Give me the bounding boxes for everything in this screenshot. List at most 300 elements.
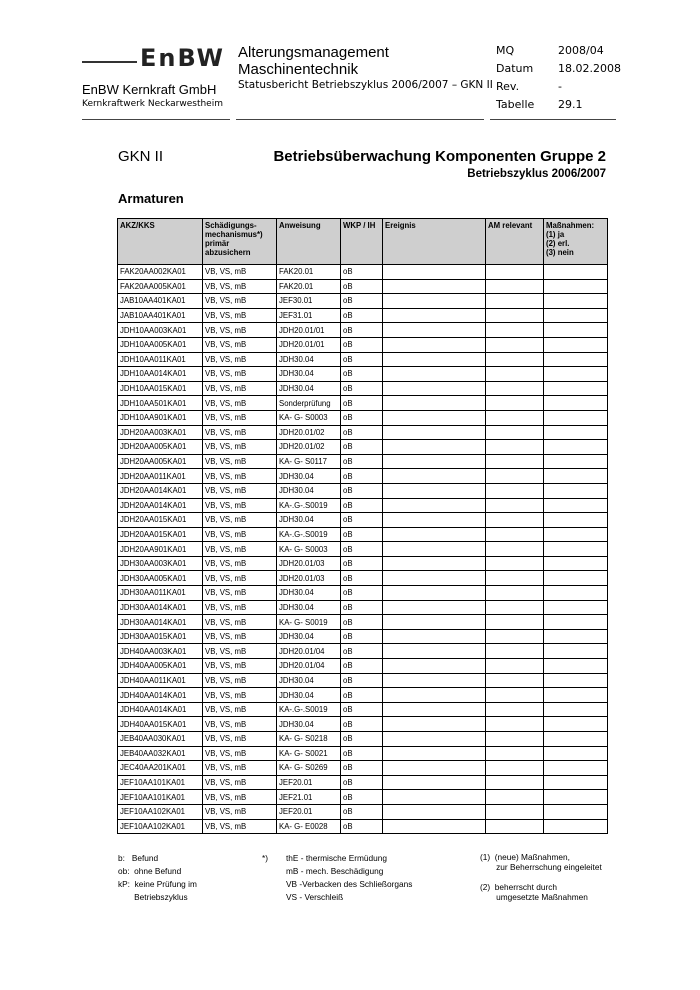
col-akz-kks-cell: JDH10AA015KA01: [118, 381, 203, 396]
col-wkp-ih-cell: oB: [341, 294, 383, 309]
col-anweisung-header: Anweisung: [277, 219, 341, 265]
col-akz-kks-cell: JDH40AA014KA01: [118, 688, 203, 703]
table-row: [118, 702, 608, 717]
col-ereignis-cell: [383, 644, 486, 659]
table-row: [118, 600, 608, 615]
legend-measures: [480, 852, 602, 902]
header-rule-left: [82, 119, 230, 120]
table-row: [118, 454, 608, 469]
col-am-relevant-cell: [486, 702, 544, 717]
col-anweisung-cell: JDH30.04: [277, 513, 341, 528]
col-am-relevant-cell: [486, 819, 544, 834]
meta-value-rev: -: [558, 80, 562, 93]
col-ereignis-cell: [383, 440, 486, 455]
col-wkp-ih-cell: oB: [341, 323, 383, 338]
col-akz-kks-cell: JDH20AA901KA01: [118, 542, 203, 557]
col-am-relevant-cell: [486, 571, 544, 586]
col-ereignis-cell: [383, 454, 486, 469]
col-massnahmen-cell: [544, 702, 608, 717]
meta-value-mq: 2008/04: [558, 44, 604, 57]
col-mechanism-cell: VB, VS, mB: [203, 542, 277, 557]
col-massnahmen-cell: [544, 775, 608, 790]
col-akz-kks-cell: JDH30AA005KA01: [118, 571, 203, 586]
col-am-relevant-cell: [486, 498, 544, 513]
col-am-relevant-cell: [486, 410, 544, 425]
col-anweisung-cell: JDH30.04: [277, 469, 341, 484]
table-row: [118, 761, 608, 776]
col-massnahmen-cell: [544, 323, 608, 338]
col-anweisung-cell: JDH30.04: [277, 673, 341, 688]
col-ereignis-cell: [383, 498, 486, 513]
col-akz-kks-cell: JEF10AA102KA01: [118, 819, 203, 834]
col-mechanism-cell: VB, VS, mB: [203, 352, 277, 367]
col-wkp-ih-cell: oB: [341, 337, 383, 352]
col-am-relevant-cell: [486, 600, 544, 615]
col-am-relevant-cell: [486, 308, 544, 323]
col-anweisung-cell: JDH30.04: [277, 586, 341, 601]
col-am-relevant-cell: [486, 629, 544, 644]
col-am-relevant-cell: [486, 396, 544, 411]
col-wkp-ih-cell: oB: [341, 615, 383, 630]
col-akz-kks-cell: JDH20AA015KA01: [118, 513, 203, 528]
col-mechanism-cell: VB, VS, mB: [203, 688, 277, 703]
col-anweisung-cell: KA-.G-.S0019: [277, 498, 341, 513]
col-massnahmen-cell: [544, 454, 608, 469]
col-wkp-ih-cell: oB: [341, 586, 383, 601]
col-wkp-ih-cell: oB: [341, 571, 383, 586]
col-ereignis-cell: [383, 352, 486, 367]
col-akz-kks-cell: JDH20AA015KA01: [118, 527, 203, 542]
table-row: [118, 571, 608, 586]
section-title: Armaturen: [118, 191, 184, 206]
col-anweisung-cell: JDH20.01/03: [277, 556, 341, 571]
col-mechanism-cell: VB, VS, mB: [203, 717, 277, 732]
legend-mechanism-line: VS - Verschleiß: [286, 892, 344, 902]
col-wkp-ih-cell: oB: [341, 440, 383, 455]
col-am-relevant-cell: [486, 732, 544, 747]
unit-label: GKN II: [118, 148, 164, 165]
col-massnahmen-cell: [544, 294, 608, 309]
col-anweisung-cell: JDH30.04: [277, 352, 341, 367]
page-title: Betriebsüberwachung Komponenten Gruppe 2: [273, 148, 606, 165]
col-mechanism-cell: VB, VS, mB: [203, 586, 277, 601]
col-wkp-ih-cell: oB: [341, 556, 383, 571]
legend-mechanism-line: VB -Verbacken des Schließorgans: [286, 879, 413, 889]
col-anweisung-cell: JDH30.04: [277, 688, 341, 703]
col-am-relevant-cell: [486, 323, 544, 338]
col-am-relevant-cell: [486, 381, 544, 396]
col-am-relevant-cell: [486, 425, 544, 440]
col-wkp-ih-cell: oB: [341, 819, 383, 834]
col-mechanism-cell: VB, VS, mB: [203, 308, 277, 323]
col-massnahmen-cell: [544, 600, 608, 615]
col-massnahmen-cell: [544, 717, 608, 732]
col-am-relevant-cell: [486, 483, 544, 498]
col-am-relevant-cell: [486, 586, 544, 601]
col-mechanism-cell: VB, VS, mB: [203, 425, 277, 440]
col-akz-kks-cell: FAK20AA002KA01: [118, 265, 203, 280]
col-massnahmen-cell: [544, 659, 608, 674]
col-anweisung-cell: KA- G- S0218: [277, 732, 341, 747]
col-akz-kks-cell: JDH30AA003KA01: [118, 556, 203, 571]
col-massnahmen-cell: [544, 396, 608, 411]
table-row: [118, 352, 608, 367]
meta-label-tabelle: Tabelle: [496, 98, 535, 111]
col-wkp-ih-cell: oB: [341, 425, 383, 440]
col-wkp-ih-header: WKP / IH: [341, 219, 383, 265]
col-mechanism-cell: VB, VS, mB: [203, 761, 277, 776]
col-mechanism-cell: VB, VS, mB: [203, 381, 277, 396]
col-akz-kks-cell: JDH40AA015KA01: [118, 717, 203, 732]
col-ereignis-cell: [383, 542, 486, 557]
meta-label-rev: Rev.: [496, 80, 520, 93]
legend-status: [118, 852, 197, 904]
col-akz-kks-cell: JDH40AA011KA01: [118, 673, 203, 688]
col-am-relevant-cell: [486, 265, 544, 280]
table-row: [118, 586, 608, 601]
col-akz-kks-cell: FAK20AA005KA01: [118, 279, 203, 294]
table-row: [118, 746, 608, 761]
col-massnahmen-cell: [544, 440, 608, 455]
col-ereignis-cell: [383, 746, 486, 761]
col-akz-kks-cell: JDH10AA901KA01: [118, 410, 203, 425]
col-massnahmen-cell: [544, 279, 608, 294]
doc-subtitle: Statusbericht Betriebszyklus 2006/2007 – GKN II: [238, 79, 493, 91]
col-anweisung-cell: JEF20.01: [277, 775, 341, 790]
col-anweisung-cell: KA- G- E0028: [277, 819, 341, 834]
col-anweisung-cell: KA- G- S0021: [277, 746, 341, 761]
col-am-relevant-cell: [486, 775, 544, 790]
col-wkp-ih-cell: oB: [341, 804, 383, 819]
col-mechanism-cell: VB, VS, mB: [203, 746, 277, 761]
col-ereignis-cell: [383, 527, 486, 542]
col-ereignis-cell: [383, 615, 486, 630]
doc-title-line1: Alterungsmanagement: [238, 44, 389, 61]
legend-measure-line: umgesetzte Maßnahmen: [480, 892, 588, 902]
table-row: [118, 294, 608, 309]
col-am-relevant-cell: [486, 337, 544, 352]
col-anweisung-cell: JDH30.04: [277, 717, 341, 732]
col-am-relevant-cell: [486, 513, 544, 528]
col-anweisung-cell: KA- G- S0019: [277, 615, 341, 630]
col-anweisung-cell: JEF21.01: [277, 790, 341, 805]
col-wkp-ih-cell: oB: [341, 396, 383, 411]
col-mechanism-cell: VB, VS, mB: [203, 483, 277, 498]
col-wkp-ih-cell: oB: [341, 527, 383, 542]
col-ereignis-cell: [383, 732, 486, 747]
col-ereignis-cell: [383, 586, 486, 601]
col-mechanism-cell: VB, VS, mB: [203, 556, 277, 571]
col-wkp-ih-cell: oB: [341, 469, 383, 484]
col-ereignis-cell: [383, 819, 486, 834]
col-akz-kks-cell: JDH40AA003KA01: [118, 644, 203, 659]
col-massnahmen-cell: [544, 790, 608, 805]
col-mechanism-cell: VB, VS, mB: [203, 527, 277, 542]
table-row: [118, 381, 608, 396]
col-wkp-ih-cell: oB: [341, 644, 383, 659]
col-akz-kks-cell: JEC40AA201KA01: [118, 761, 203, 776]
col-wkp-ih-cell: oB: [341, 279, 383, 294]
col-mechanism-cell: VB, VS, mB: [203, 498, 277, 513]
table-row: [118, 615, 608, 630]
col-wkp-ih-cell: oB: [341, 308, 383, 323]
col-massnahmen-cell: [544, 571, 608, 586]
col-mechanism-cell: VB, VS, mB: [203, 804, 277, 819]
col-wkp-ih-cell: oB: [341, 629, 383, 644]
col-massnahmen-cell: [544, 761, 608, 776]
col-am-relevant-cell: [486, 440, 544, 455]
col-wkp-ih-cell: oB: [341, 702, 383, 717]
table-row: [118, 483, 608, 498]
col-massnahmen-header: Maßnahmen: (1) ja (2) erl. (3) nein: [544, 219, 608, 265]
col-anweisung-cell: Sonderprüfung: [277, 396, 341, 411]
col-anweisung-cell: JDH20.01/01: [277, 323, 341, 338]
col-akz-kks-cell: JDH10AA005KA01: [118, 337, 203, 352]
col-massnahmen-cell: [544, 673, 608, 688]
col-wkp-ih-cell: oB: [341, 513, 383, 528]
table-row: [118, 804, 608, 819]
col-anweisung-cell: JDH30.04: [277, 600, 341, 615]
col-am-relevant-cell: [486, 527, 544, 542]
col-anweisung-cell: JDH30.04: [277, 381, 341, 396]
legend-measure-line: [480, 872, 602, 882]
col-am-relevant-cell: [486, 804, 544, 819]
col-mechanism-cell: VB, VS, mB: [203, 469, 277, 484]
table-row: [118, 659, 608, 674]
col-mechanism-cell: VB, VS, mB: [203, 396, 277, 411]
col-anweisung-cell: KA- G- S0003: [277, 410, 341, 425]
col-wkp-ih-cell: oB: [341, 454, 383, 469]
col-anweisung-cell: FAK20.01: [277, 265, 341, 280]
col-akz-kks-cell: JEB40AA032KA01: [118, 746, 203, 761]
doc-title-line2: Maschinentechnik: [238, 61, 359, 78]
col-anweisung-cell: JDH30.04: [277, 367, 341, 382]
col-anweisung-cell: JDH20.01/01: [277, 337, 341, 352]
col-akz-kks-cell: JDH10AA501KA01: [118, 396, 203, 411]
col-ereignis-cell: [383, 279, 486, 294]
enbw-logo: EnBW: [140, 44, 225, 72]
table-row: [118, 498, 608, 513]
armaturen-table: [117, 218, 608, 834]
col-ereignis-cell: [383, 381, 486, 396]
legend-measure-line: (1) (neue) Maßnahmen,: [480, 852, 570, 862]
col-ereignis-cell: [383, 308, 486, 323]
col-mechanism-cell: VB, VS, mB: [203, 294, 277, 309]
col-anweisung-cell: KA- G- S0269: [277, 761, 341, 776]
col-mechanism-cell: VB, VS, mB: [203, 571, 277, 586]
col-massnahmen-cell: [544, 629, 608, 644]
col-massnahmen-cell: [544, 804, 608, 819]
col-massnahmen-cell: [544, 352, 608, 367]
col-ereignis-cell: [383, 702, 486, 717]
col-mechanism-cell: VB, VS, mB: [203, 265, 277, 280]
table-row: [118, 775, 608, 790]
col-wkp-ih-cell: oB: [341, 367, 383, 382]
table-row: [118, 337, 608, 352]
col-anweisung-cell: JDH20.01/02: [277, 440, 341, 455]
table-row: [118, 469, 608, 484]
col-ereignis-cell: [383, 775, 486, 790]
col-mechanism-cell: VB, VS, mB: [203, 732, 277, 747]
col-ereignis-cell: [383, 425, 486, 440]
table-row: [118, 717, 608, 732]
table-row: [118, 396, 608, 411]
col-massnahmen-cell: [544, 542, 608, 557]
col-am-relevant-cell: [486, 673, 544, 688]
col-ereignis-cell: [383, 513, 486, 528]
col-akz-kks-cell: JEF10AA101KA01: [118, 790, 203, 805]
table-row: [118, 323, 608, 338]
col-anweisung-cell: JEF31.01: [277, 308, 341, 323]
col-ereignis-cell: [383, 790, 486, 805]
col-wkp-ih-cell: oB: [341, 790, 383, 805]
col-massnahmen-cell: [544, 498, 608, 513]
col-ereignis-cell: [383, 673, 486, 688]
table-row: [118, 688, 608, 703]
table-row: [118, 410, 608, 425]
col-akz-kks-cell: JDH30AA011KA01: [118, 586, 203, 601]
table-row: [118, 527, 608, 542]
col-anweisung-cell: JDH20.01/03: [277, 571, 341, 586]
table-row: [118, 265, 608, 280]
col-akz-kks-cell: JEB40AA030KA01: [118, 732, 203, 747]
col-mechanism-header: Schädigungs- mechanismus*) primär abzusichern: [203, 219, 277, 265]
col-akz-kks-cell: JDH20AA014KA01: [118, 498, 203, 513]
col-akz-kks-cell: JDH10AA003KA01: [118, 323, 203, 338]
col-anweisung-cell: JDH20.01/04: [277, 644, 341, 659]
col-massnahmen-cell: [544, 819, 608, 834]
col-akz-kks-cell: JAB10AA401KA01: [118, 308, 203, 323]
col-mechanism-cell: VB, VS, mB: [203, 337, 277, 352]
col-wkp-ih-cell: oB: [341, 761, 383, 776]
col-massnahmen-cell: [544, 688, 608, 703]
legend-mechanism-line: thE - thermische Ermüdung: [286, 853, 387, 863]
col-am-relevant-cell: [486, 556, 544, 571]
col-mechanism-cell: VB, VS, mB: [203, 673, 277, 688]
col-anweisung-cell: KA-.G-.S0019: [277, 702, 341, 717]
col-massnahmen-cell: [544, 367, 608, 382]
col-wkp-ih-cell: oB: [341, 600, 383, 615]
col-ereignis-cell: [383, 294, 486, 309]
col-mechanism-cell: VB, VS, mB: [203, 775, 277, 790]
logo-line: [82, 61, 137, 63]
col-akz-kks-cell: JEF10AA101KA01: [118, 775, 203, 790]
meta-value-tabelle: 29.1: [558, 98, 583, 111]
col-ereignis-cell: [383, 265, 486, 280]
col-mechanism-cell: VB, VS, mB: [203, 659, 277, 674]
col-ereignis-cell: [383, 659, 486, 674]
table-row: [118, 556, 608, 571]
col-ereignis-cell: [383, 571, 486, 586]
table-row: [118, 644, 608, 659]
col-anweisung-cell: FAK20.01: [277, 279, 341, 294]
header-rule-mid: [236, 119, 484, 120]
site-name: Kernkraftwerk Neckarwestheim: [82, 99, 223, 109]
col-mechanism-cell: VB, VS, mB: [203, 513, 277, 528]
legend-status-line: kP: keine Prüfung im: [118, 879, 197, 889]
col-akz-kks-cell: JDH20AA011KA01: [118, 469, 203, 484]
col-mechanism-cell: VB, VS, mB: [203, 790, 277, 805]
col-akz-kks-cell: JDH20AA005KA01: [118, 454, 203, 469]
col-akz-kks-cell: JDH10AA014KA01: [118, 367, 203, 382]
col-akz-kks-cell: JDH20AA005KA01: [118, 440, 203, 455]
col-wkp-ih-cell: oB: [341, 410, 383, 425]
col-am-relevant-cell: [486, 615, 544, 630]
col-massnahmen-cell: [544, 732, 608, 747]
col-wkp-ih-cell: oB: [341, 381, 383, 396]
col-mechanism-cell: VB, VS, mB: [203, 367, 277, 382]
table-row: [118, 308, 608, 323]
col-akz-kks-cell: JDH20AA014KA01: [118, 483, 203, 498]
col-ereignis-cell: [383, 629, 486, 644]
col-am-relevant-header: AM relevant: [486, 219, 544, 265]
col-akz-kks-cell: JEF10AA102KA01: [118, 804, 203, 819]
meta-label-mq: MQ: [496, 44, 515, 57]
col-wkp-ih-cell: oB: [341, 732, 383, 747]
legend-measure-line: zur Beherrschung eingeleitet: [480, 862, 602, 872]
col-mechanism-cell: VB, VS, mB: [203, 454, 277, 469]
col-wkp-ih-cell: oB: [341, 265, 383, 280]
col-massnahmen-cell: [544, 410, 608, 425]
meta-label-datum: Datum: [496, 62, 534, 75]
col-ereignis-cell: [383, 483, 486, 498]
col-akz-kks-cell: JDH30AA014KA01: [118, 600, 203, 615]
col-akz-kks-cell: JAB10AA401KA01: [118, 294, 203, 309]
col-mechanism-cell: VB, VS, mB: [203, 629, 277, 644]
legend-measure-line: (2) beherrscht durch: [480, 882, 558, 892]
col-am-relevant-cell: [486, 659, 544, 674]
col-mechanism-cell: VB, VS, mB: [203, 819, 277, 834]
col-ereignis-cell: [383, 323, 486, 338]
col-ereignis-cell: [383, 396, 486, 411]
meta-value-datum: 18.02.2008: [558, 62, 621, 75]
legend-marker: *): [262, 853, 268, 863]
table-row: [118, 790, 608, 805]
col-ereignis-cell: [383, 688, 486, 703]
table-body: [118, 265, 608, 834]
col-ereignis-cell: [383, 337, 486, 352]
col-anweisung-cell: KA-.G-.S0019: [277, 527, 341, 542]
col-wkp-ih-cell: oB: [341, 775, 383, 790]
col-anweisung-cell: JDH30.04: [277, 629, 341, 644]
legend-mechanisms: [286, 852, 412, 904]
col-am-relevant-cell: [486, 717, 544, 732]
col-anweisung-cell: JEF30.01: [277, 294, 341, 309]
col-ereignis-cell: [383, 717, 486, 732]
col-am-relevant-cell: [486, 367, 544, 382]
col-ereignis-cell: [383, 556, 486, 571]
col-wkp-ih-cell: oB: [341, 688, 383, 703]
col-mechanism-cell: VB, VS, mB: [203, 600, 277, 615]
col-wkp-ih-cell: oB: [341, 352, 383, 367]
table-row: [118, 513, 608, 528]
col-anweisung-cell: JEF20.01: [277, 804, 341, 819]
col-massnahmen-cell: [544, 586, 608, 601]
col-ereignis-cell: [383, 410, 486, 425]
table-row: [118, 673, 608, 688]
col-massnahmen-cell: [544, 644, 608, 659]
col-akz-kks-cell: JDH30AA015KA01: [118, 629, 203, 644]
col-akz-kks-cell: JDH10AA011KA01: [118, 352, 203, 367]
table-row: [118, 542, 608, 557]
col-am-relevant-cell: [486, 746, 544, 761]
cycle-label: Betriebszyklus 2006/2007: [467, 168, 606, 180]
col-ereignis-cell: [383, 761, 486, 776]
table-row: [118, 732, 608, 747]
col-ereignis-cell: [383, 600, 486, 615]
col-am-relevant-cell: [486, 294, 544, 309]
col-wkp-ih-cell: oB: [341, 483, 383, 498]
